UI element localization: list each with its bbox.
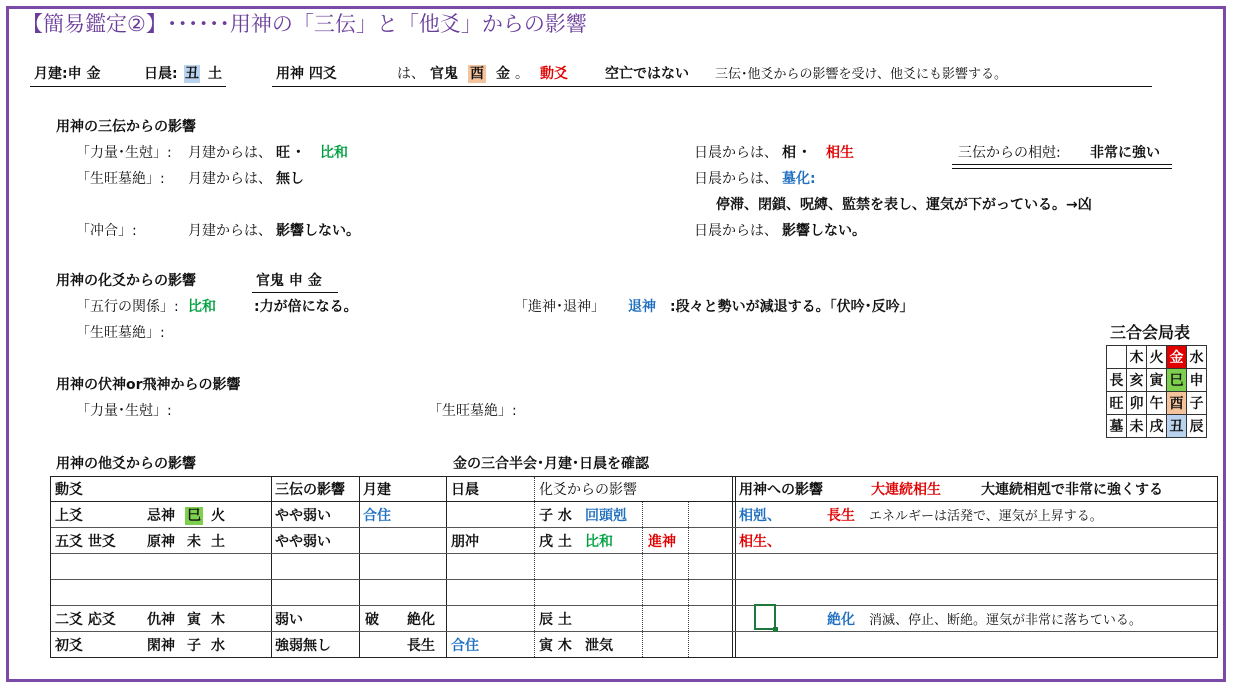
row-divider [51,605,1217,606]
row1-pos: 上爻 [55,508,83,524]
row1-branch: 巳 [187,508,201,524]
row-divider [51,527,1217,528]
fukujin-mid-label: 「生旺墓絶」: [428,403,517,419]
th-day: 日晨 [451,482,479,498]
sanden-r2-detail: 停滞、閉鎖、呪縛、監禁を表し、運気が下がっている。→凶 [716,197,1092,213]
row1-eff3: エネルギーは活発で、運気が上昇する。 [869,509,1103,524]
col-divider [534,477,535,657]
row3-sanden: 弱い [275,612,303,628]
col-divider [446,477,447,657]
sanden-r1-day: 日晨からは、 [694,145,778,161]
row2-rel: 原神 [147,534,175,550]
row1-el: 火 [211,508,225,524]
kanki-element: 金 [496,66,510,82]
header-wa: は、 [397,66,425,82]
sanden-total-underline [952,164,1172,169]
sangokai-cell: 亥 [1127,369,1147,392]
row3-month: 破 [365,612,379,628]
th-effect-red: 大連続相生 [871,482,941,498]
row1-sanden: やや弱い [275,508,331,524]
row2-kakou2: 比和 [585,534,613,550]
sangokai-cell: 午 [1147,392,1167,415]
sanden-total-label: 三伝からの相尅: [958,145,1061,161]
sangokai-cell: 墓 [1107,415,1127,438]
page-title: 【簡易鑑定②】･･････用神の「三伝」と「他爻」からの影響 [22,12,587,36]
sangokai-cell: 火 [1147,346,1167,369]
doukou-label: 動爻 [540,66,568,82]
sangokai-cell: 申 [1187,369,1207,392]
sangokai-cell: 水 [1187,346,1207,369]
row2-el: 土 [211,534,225,550]
sangokai-cell: 長 [1107,369,1127,392]
sanden-r1-month-val: 旺 ･ [276,145,302,161]
sanden-r2-day: 日晨からは、 [694,171,778,187]
henkou-mid-desc: :段々と勢いが減退する。「伏吟･反吟」 [670,299,914,315]
row3-eff2: 絶化 [827,612,855,628]
henkou-r2-label: 「生旺墓絶」: [76,325,165,341]
sangokai-cell: 辰 [1187,415,1207,438]
row4-pos: 初爻 [55,638,83,654]
henkou-mid-val: 退神 [628,299,656,315]
sangokai-cell: 旺 [1107,392,1127,415]
sangokai-cell: 戌 [1147,415,1167,438]
row3-month2: 絶化 [407,612,435,628]
header-underline-left [30,86,226,87]
col-divider [271,477,272,657]
henkou-mid-label: 「進神･退神」 [514,299,605,315]
fukujin-heading: 用神の伏神or飛神からの影響 [56,377,241,393]
sanden-heading: 用神の三伝からの影響 [56,119,196,135]
sangokai-cell: 卯 [1127,392,1147,415]
header-underline-right [272,86,1152,87]
yojin-label: 用神 四爻 [276,66,337,82]
row3-eff3: 消滅、停止、断絶。運気が非常に落ちている。 [869,613,1142,628]
sanden-r1-label: 「力量･生尅」: [76,145,172,161]
row2-pos: 五爻 世爻 [55,534,116,550]
sangokai-cell: 未 [1127,415,1147,438]
takou-heading: 用神の他爻からの影響 [56,456,196,472]
sanden-r3-month: 月建からは、 [188,223,272,239]
henkou-target: 官鬼 申 金 [256,273,322,289]
row1-eff2: 長生 [827,508,855,524]
sangokai-cell-highlight: 金 [1167,346,1187,369]
row4-kakou: 寅 木 [539,638,572,654]
takou-center-note: 金の三合半会･月建･日晨を確認 [453,456,649,472]
kanki-label: 官鬼 [430,66,458,82]
header-period: 。 [515,66,529,82]
sangokai-title: 三合会局表 [1110,323,1191,342]
col-divider [732,477,733,657]
sanden-r1-month: 月建からは、 [188,145,272,161]
sangokai-cell-highlight: 巳 [1167,369,1187,392]
sanden-r3-month-val: 影響しない。 [276,223,360,239]
sangokai-cell: 子 [1187,392,1207,415]
th-kakou: 化爻からの影響 [539,482,637,498]
row3-el: 木 [211,612,225,628]
sanden-r1-day-val: 相 ･ [782,145,808,161]
row3-kakou: 辰 土 [539,612,572,628]
row4-day: 合住 [451,638,479,654]
sangokai-cell-highlight: 酉 [1167,392,1187,415]
day-element: 土 [208,66,222,82]
sanden-r2-month-val: 無し [276,171,304,187]
col-divider [359,477,360,657]
row1-rel: 忌神 [147,508,175,524]
row-divider [51,631,1217,632]
sanden-r3-label: 「冲合」: [76,223,137,239]
kanki-branch: 酉 [470,66,484,82]
selected-cell-cursor[interactable] [754,604,776,630]
sanden-r2-day-val: 墓化: [782,171,816,187]
row2-branch: 未 [187,534,201,550]
row2-eff: 相生、 [739,534,781,550]
row4-sanden: 強弱無し [275,638,331,654]
row1-eff: 相剋、 [739,508,781,524]
sanden-total-value: 非常に強い [1090,145,1160,161]
header-desc: 三伝･他爻からの影響を受け、他爻にも影響する。 [715,67,1007,82]
th-month: 月建 [363,482,391,498]
sanden-r3-day: 日晨からは、 [694,223,778,239]
col-divider [735,477,736,657]
sanden-r1-day-val2: 相生 [826,145,854,161]
th-sanden: 三伝の影響 [275,482,345,498]
row-divider [51,553,1217,554]
sangokai-cell: 寅 [1147,369,1167,392]
th-effect-tail: 大連続相剋で非常に強くする [981,482,1163,498]
sanden-r1-month-val2: 比和 [320,145,348,161]
row2-kakou: 戌 土 [539,534,572,550]
row2-kakou3: 進神 [648,534,676,550]
sangokai-table [1106,345,1207,438]
sanden-r2-month: 月建からは、 [188,171,272,187]
sanden-r2-label: 「生旺墓絶」: [76,171,165,187]
henkou-r1-desc: :力が倍になる。 [254,299,358,315]
day-branch: 丑 [185,66,199,82]
row1-kakou2: 回頭剋 [585,508,627,524]
row-divider [51,501,1217,502]
row4-el: 水 [211,638,225,654]
takou-table [50,476,1218,658]
henkou-r1-val: 比和 [188,299,216,315]
row1-month: 合住 [363,508,391,524]
sangokai-cell-highlight: 丑 [1167,415,1187,438]
th-doukou: 動爻 [55,482,83,498]
month-label: 月建:申 金 [34,66,101,82]
row3-rel: 仇神 [147,612,175,628]
fukujin-r1-label: 「力量･生尅」: [76,403,172,419]
row3-branch: 寅 [187,612,201,628]
th-effect: 用神への影響 [739,482,823,498]
row2-day: 朋冲 [451,534,479,550]
row-divider [51,579,1217,580]
henkou-target-underline [252,292,338,293]
row4-rel: 閑神 [147,638,175,654]
row3-pos: 二爻 応爻 [55,612,116,628]
row4-branch: 子 [187,638,201,654]
sanden-r3-day-val: 影響しない。 [782,223,866,239]
sangokai-cell: 木 [1127,346,1147,369]
row1-kakou: 子 水 [539,508,572,524]
row4-month2: 長生 [407,638,435,654]
sangokai-cell [1107,346,1127,369]
row2-sanden: やや弱い [275,534,331,550]
kuubou-label: 空亡ではない [605,66,689,82]
day-label: 日晨: [144,66,178,82]
henkou-heading: 用神の化爻からの影響 [56,273,196,289]
row4-kakou2: 泄気 [585,638,613,654]
henkou-r1-label: 「五行の関係」: [76,299,179,315]
